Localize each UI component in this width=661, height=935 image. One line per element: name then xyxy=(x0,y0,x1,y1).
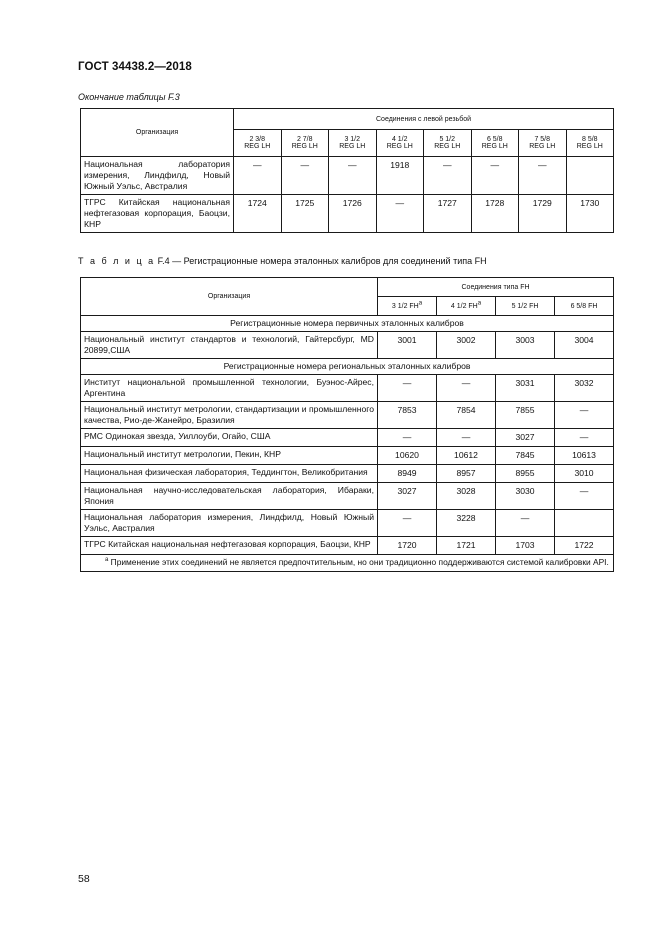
value-cell: 8957 xyxy=(437,465,496,483)
column-size: 3 1/2 xyxy=(344,136,361,143)
value-cell: — xyxy=(471,157,519,195)
table-f4-caption xyxy=(78,256,487,266)
table-f3-column-header xyxy=(424,130,472,157)
column-label: 3 1/2 FH xyxy=(391,302,419,310)
section-heading: Регистрационные номера региональных эталонных калибров xyxy=(81,359,614,375)
column-size: 6 5/8 xyxy=(486,136,503,143)
value-cell: — xyxy=(555,402,614,429)
table-f4-caption-title: F.4 — Регистрационные номера эталонных калибров для соединений типа FH xyxy=(155,256,487,266)
table-f4-column-header xyxy=(555,297,614,316)
value-cell: 3001 xyxy=(378,332,437,359)
column-thread-type: REG LH xyxy=(244,143,271,150)
column-size: 2 3/8 xyxy=(249,136,266,143)
footnote-mark: а xyxy=(105,557,109,564)
value-cell: — xyxy=(329,157,377,195)
table-row xyxy=(81,195,614,233)
organization-cell: РМС Одинокая звезда, Уиллоуби, Огайо, США xyxy=(81,429,378,447)
organization-cell: Национальная лаборатория измерения, Линдфилд, Новый Южный Уэльс, Австралия xyxy=(81,157,234,195)
value-cell: 1918 xyxy=(376,157,424,195)
value-cell xyxy=(555,510,614,537)
table-f4-column-header xyxy=(437,297,496,316)
value-cell: 3228 xyxy=(437,510,496,537)
organization-cell: Национальный институт стандартов и технологий, Гайтерсбург, MD 20899,США xyxy=(81,332,378,359)
column-thread-type: REG LH xyxy=(481,143,508,150)
table-row xyxy=(81,483,614,510)
value-cell xyxy=(566,157,614,195)
table-row xyxy=(81,447,614,465)
column-thread-type: REG LH xyxy=(339,143,366,150)
organization-cell: ТГРС Китайская национальная нефтегазовая корпорация, Баоцзи, КНР xyxy=(81,195,234,233)
value-cell: 3028 xyxy=(437,483,496,510)
footnote-row xyxy=(81,555,614,572)
table-f3-column-header xyxy=(234,130,282,157)
column-label: 5 1/2 FH xyxy=(511,302,539,310)
value-cell: — xyxy=(555,429,614,447)
value-cell: 3032 xyxy=(555,375,614,402)
value-cell: — xyxy=(437,429,496,447)
table-row xyxy=(81,157,614,195)
organization-cell: ТГРС Китайская национальная нефтегазовая корпорация, Баоцзи, КНР xyxy=(81,537,378,555)
table-f3-column-header xyxy=(376,130,424,157)
value-cell: 7855 xyxy=(496,402,555,429)
value-cell: 8955 xyxy=(496,465,555,483)
value-cell: 1728 xyxy=(471,195,519,233)
value-cell: — xyxy=(424,157,472,195)
organization-cell: Национальная физическая лаборатория, Теддингтон, Великобритания xyxy=(81,465,378,483)
column-thread-type: REG LH xyxy=(576,143,603,150)
value-cell: 1729 xyxy=(519,195,567,233)
value-cell: — xyxy=(378,429,437,447)
value-cell: 10620 xyxy=(378,447,437,465)
value-cell: 1721 xyxy=(437,537,496,555)
table-row xyxy=(81,332,614,359)
value-cell: 3027 xyxy=(496,429,555,447)
column-thread-type: REG LH xyxy=(386,143,413,150)
value-cell: 1727 xyxy=(424,195,472,233)
column-thread-type: REG LH xyxy=(291,143,318,150)
value-cell: — xyxy=(378,510,437,537)
footnote-marker: а xyxy=(418,300,423,307)
value-cell: 1725 xyxy=(281,195,329,233)
value-cell: 1730 xyxy=(566,195,614,233)
table-f3-caption: Окончание таблицы F.3 xyxy=(78,92,180,102)
column-thread-type: REG LH xyxy=(434,143,461,150)
table-f3-column-header xyxy=(281,130,329,157)
table-f3-column-header xyxy=(519,130,567,157)
organization-cell: Национальная научно-исследовательская лаборатория, Ибараки, Япония xyxy=(81,483,378,510)
column-thread-type: REG LH xyxy=(529,143,556,150)
table-f3-column-header xyxy=(471,130,519,157)
value-cell: 3031 xyxy=(496,375,555,402)
table-f4-org-header: Организация xyxy=(81,278,378,316)
table-footnote xyxy=(81,555,614,572)
value-cell: — xyxy=(378,375,437,402)
table-f4-column-header xyxy=(496,297,555,316)
value-cell: 3004 xyxy=(555,332,614,359)
footnote-text: Применение этих соединений не является предпочтительным, но они традиционно поддерживаются системой калибровки API. xyxy=(108,557,609,567)
value-cell: 7853 xyxy=(378,402,437,429)
table-f4-column-header xyxy=(378,297,437,316)
value-cell: 3030 xyxy=(496,483,555,510)
table-f4 xyxy=(80,277,614,572)
value-cell: 1703 xyxy=(496,537,555,555)
table-row xyxy=(81,465,614,483)
organization-cell: Национальный институт метрологии, Пекин, КНР xyxy=(81,447,378,465)
section-row xyxy=(81,316,614,332)
table-f3-column-header xyxy=(329,130,377,157)
table-row xyxy=(81,537,614,555)
value-cell: 3010 xyxy=(555,465,614,483)
value-cell: 10612 xyxy=(437,447,496,465)
value-cell: — xyxy=(281,157,329,195)
table-f3-org-header: Организация xyxy=(81,109,234,157)
value-cell: — xyxy=(496,510,555,537)
value-cell: — xyxy=(437,375,496,402)
table-f3 xyxy=(80,108,614,233)
organization-cell: Институт национальной промышленной технологии, Буэнос-Айрес, Аргентина xyxy=(81,375,378,402)
column-label: 4 1/2 FH xyxy=(450,302,478,310)
section-row xyxy=(81,359,614,375)
value-cell: 1722 xyxy=(555,537,614,555)
column-label: 6 5/8 FH xyxy=(570,302,598,310)
column-size: 7 5/8 xyxy=(534,136,551,143)
value-cell: 7845 xyxy=(496,447,555,465)
table-row xyxy=(81,429,614,447)
column-size: 5 1/2 xyxy=(439,136,456,143)
value-cell: — xyxy=(234,157,282,195)
organization-cell: Национальный институт метрологии, стандартизации и промышленного качества, Рио-де-Жанейро, Бразилия xyxy=(81,402,378,429)
value-cell: 1720 xyxy=(378,537,437,555)
section-heading: Регистрационные номера первичных эталонных калибров xyxy=(81,316,614,332)
page-number: 58 xyxy=(78,873,90,885)
value-cell: 1726 xyxy=(329,195,377,233)
footnote-marker: а xyxy=(477,300,482,307)
table-f3-column-header xyxy=(566,130,614,157)
document-id: ГОСТ 34438.2—2018 xyxy=(78,61,192,73)
value-cell: 3003 xyxy=(496,332,555,359)
value-cell: 10613 xyxy=(555,447,614,465)
table-row xyxy=(81,510,614,537)
table-f4-caption-prefix: Т а б л и ц а xyxy=(78,256,156,266)
value-cell: — xyxy=(555,483,614,510)
value-cell: 8949 xyxy=(378,465,437,483)
table-f4-group-header: Соединения типа FH xyxy=(378,278,614,297)
value-cell: 7854 xyxy=(437,402,496,429)
value-cell: — xyxy=(376,195,424,233)
value-cell: — xyxy=(519,157,567,195)
table-row xyxy=(81,375,614,402)
column-size: 4 1/2 xyxy=(391,136,408,143)
value-cell: 3002 xyxy=(437,332,496,359)
column-size: 8 5/8 xyxy=(582,136,598,143)
column-size: 2 7/8 xyxy=(296,136,313,143)
table-row xyxy=(81,402,614,429)
value-cell: 1724 xyxy=(234,195,282,233)
value-cell: 3027 xyxy=(378,483,437,510)
organization-cell: Национальная лаборатория измерения, Линдфилд, Новый Южный Уэльс, Австралия xyxy=(81,510,378,537)
table-f3-group-header: Соединения с левой резьбой xyxy=(234,109,614,130)
